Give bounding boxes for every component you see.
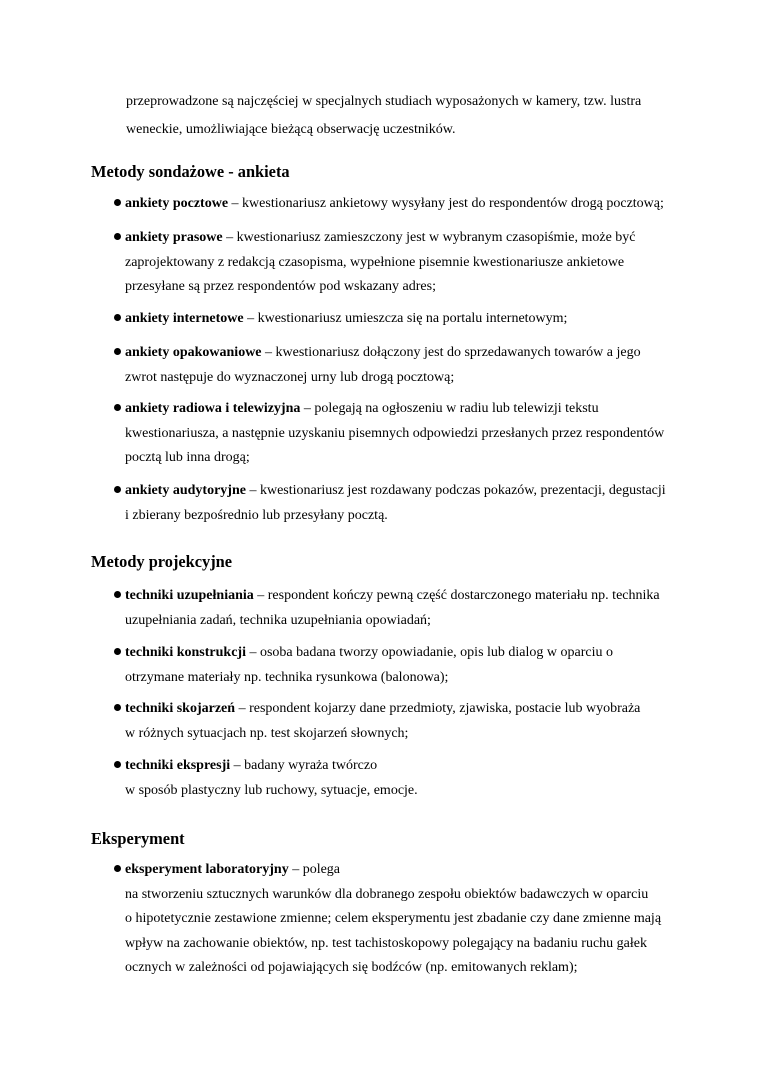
item-text: – polega	[288, 862, 341, 877]
list-item	[114, 479, 684, 528]
item-text: zaprojektowany z redakcją czasopisma, wypełnione pisemnie kwestionariusze ankietowe	[125, 254, 625, 270]
item-term: ankiety audytoryjne	[125, 483, 246, 498]
item-term: eksperyment laboratoryjny	[125, 862, 289, 877]
item-term: ankiety radiowa i telewizyjna	[125, 401, 301, 416]
list-item	[114, 754, 684, 803]
bullet-icon	[114, 761, 121, 768]
item-term: ankiety internetowe	[125, 311, 244, 326]
item-text: o hipotetycznie zestawione zmienne; celem eksperymentu jest zbadanie czy dane zmienne mają	[125, 911, 662, 926]
section-heading-sondazowe: Metody sondażowe - ankieta	[91, 162, 290, 181]
list-item	[114, 397, 684, 471]
bullet-icon	[114, 233, 121, 240]
list-item	[114, 192, 684, 217]
bullet-icon	[114, 704, 121, 711]
item-text: – kwestionariusz dołączony jest do sprzedawanych towarów a jego	[261, 345, 641, 360]
item-text: – respondent kończy pewną część dostarczonego materiału np. technika	[253, 588, 660, 603]
list-item	[114, 341, 684, 390]
intro-line: przeprowadzone są najczęściej w specjalnych studiach wyposażonych w kamery, tzw. lustra	[126, 94, 642, 109]
list-item	[114, 584, 684, 633]
bullet-icon	[114, 314, 121, 321]
list-item	[114, 226, 684, 300]
item-term: ankiety opakowaniowe	[125, 345, 262, 360]
item-text: – kwestionariusz zamieszczony jest w wybranym czasopiśmie, może być	[222, 230, 636, 245]
item-text: – respondent kojarzy dane przedmioty, zjawiska, postacie lub wyobraża	[235, 701, 641, 716]
item-text: ocznych w zależności od pojawiających się bodźców (np. emitowanych reklam);	[125, 960, 578, 975]
item-text: i zbierany bezpośrednio lub przesyłany pocztą.	[125, 507, 388, 523]
bullet-icon	[114, 348, 121, 355]
item-text: – polegają na ogłoszeniu w radiu lub telewizji tekstu	[300, 401, 599, 416]
intro-paragraph	[126, 88, 686, 144]
item-text: otrzymane materiały np. technika rysunkowa (balonowa);	[125, 669, 449, 685]
item-term: techniki ekspresji	[125, 758, 231, 773]
item-text: przesyłane są przez respondentów pod wskazany adres;	[125, 279, 436, 294]
list-item	[114, 307, 684, 332]
item-term: ankiety prasowe	[125, 230, 223, 245]
bullet-icon	[114, 648, 121, 655]
bullet-icon	[114, 865, 121, 872]
item-text: w sposób plastyczny lub ruchowy, sytuacje, emocje.	[125, 782, 418, 798]
bullet-icon	[114, 404, 121, 411]
item-term: ankiety pocztowe	[125, 196, 229, 211]
item-text: na stworzeniu sztucznych warunków dla dobranego zespołu obiektów badawczych w oparciu	[125, 886, 649, 902]
bullet-icon	[114, 486, 121, 493]
item-text: kwestionariusza, a następnie uzyskaniu pisemnych odpowiedzi przesłanych przez respondentów	[125, 425, 665, 441]
item-text: – kwestionariusz umieszcza się na portalu internetowym;	[243, 311, 568, 326]
item-text: zwrot następuje do wyznaczonej urny lub drogą pocztową;	[125, 369, 455, 385]
bullet-icon	[114, 591, 121, 598]
item-text: wpływ na zachowanie obiektów, np. test tachistoskopowy polegający na badaniu ruchu gałek	[125, 935, 647, 951]
item-text: w różnych sytuacjach np. test skojarzeń słownych;	[125, 725, 409, 741]
item-term: techniki uzupełniania	[125, 588, 254, 603]
item-term: techniki konstrukcji	[125, 645, 246, 660]
item-text: – osoba badana tworzy opowiadanie, opis lub dialog w oparciu o	[245, 645, 613, 660]
list-item	[114, 858, 684, 981]
intro-line: weneckie, umożliwiające bieżącą obserwację uczestników.	[126, 122, 456, 137]
section-heading-projekcyjne: Metody projekcyjne	[91, 552, 232, 571]
item-text: – kwestionariusz jest rozdawany podczas pokazów, prezentacji, degustacji	[245, 483, 666, 498]
item-text: – kwestionariusz ankietowy wysyłany jest do respondentów drogą pocztową;	[228, 196, 664, 211]
item-text: – badany wyraża twórczo	[230, 758, 378, 773]
list-item	[114, 641, 684, 690]
item-term: techniki skojarzeń	[125, 701, 236, 716]
section-heading-eksperyment: Eksperyment	[91, 829, 185, 848]
bullet-icon	[114, 199, 121, 206]
item-text: uzupełniania zadań, technika uzupełniania opowiadań;	[125, 612, 431, 628]
list-item	[114, 697, 684, 746]
item-text: pocztą lub inna drogą;	[125, 450, 250, 465]
